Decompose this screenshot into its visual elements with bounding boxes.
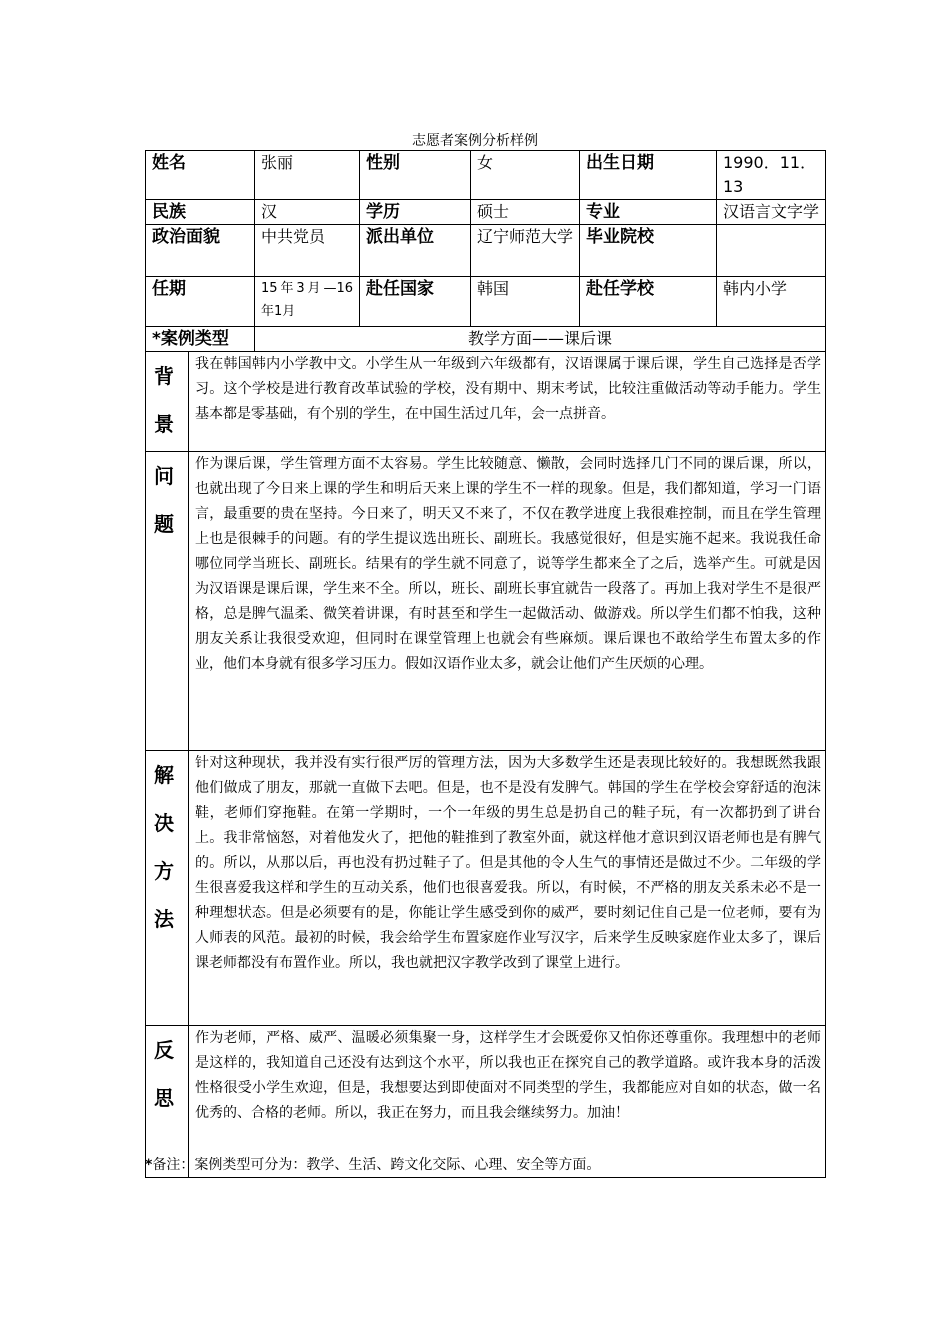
footnote-star: * <box>145 1157 153 1173</box>
education-label: 学历 <box>360 200 471 225</box>
school-value: 韩内小学 <box>717 277 826 327</box>
row-case-type <box>146 327 826 352</box>
gender-label: 性别 <box>360 151 471 200</box>
reflection-label: 反 思 <box>146 1026 189 1178</box>
solution-label: 解 决 方 法 <box>146 751 189 1026</box>
solution-text: 针对这种现状，我并没有实行很严厉的管理方法，因为大多数学生还是表现比较好的。我想既然我跟他们做成了朋友，那就一直做下去吧。但是，也不是没有发脾气。韩国的学生在学校会穿舒适的泡沫鞋，老师们穿拖鞋。在第一学期时，一个一年级的男生总是扔自己的鞋子玩，有一次都扔到了讲台上。我非常恼怒，对着他发火了，把他的鞋推到了教室外面，就这样他才意识到汉语老师也是有脾气的。所以，从那以后，再也没有扔过鞋子了。但是其他的令人生气的事情还是做过不少。二年级的学生很喜爱我这样和学生的互动关系，他们也很喜爱我。所以，有时候，不严格的朋友关系未必不是一种理想状态。但是必须要有的是，你能让学生感受到你的威严，要时刻记住自己是一位老师，要有为人师表的风范。最初的时候，我会给学生布置家庭作业写汉字，后来学生反映家庭作业太多了，课后课老师都没有布置作业。所以，我也就把汉字教学改到了课堂上进行。 <box>189 751 826 1026</box>
case-analysis-table <box>145 150 826 1178</box>
problem-label: 问 题 <box>146 452 189 751</box>
footnote <box>145 1154 600 1174</box>
row-name <box>146 151 826 200</box>
row-ethnicity <box>146 200 826 225</box>
school-label: 赴任学校 <box>580 277 717 327</box>
graduate-value <box>717 225 826 277</box>
education-value: 硕士 <box>471 200 580 225</box>
birth-label: 出生日期 <box>580 151 717 200</box>
political-value: 中共党员 <box>255 225 360 277</box>
graduate-label: 毕业院校 <box>580 225 717 277</box>
background-text: 我在韩国韩内小学教中文。小学生从一年级到六年级都有，汉语课属于课后课，学生自己选择是否学习。这个学校是进行教育改革试验的学校，没有期中、期末考试，比较注重做活动等动手能力。学生基本都是零基础，有个别的学生，在中国生活过几年，会一点拼音。 <box>189 352 826 452</box>
country-label: 赴任国家 <box>360 277 471 327</box>
ethnicity-value: 汉 <box>255 200 360 225</box>
political-label: 政治面貌 <box>146 225 255 277</box>
reflection-text: 作为老师，严格、威严、温暖必须集聚一身，这样学生才会既爱你又怕你还尊重你。我理想中的老师是这样的，我知道自己还没有达到这个水平，所以我也正在探究自己的教学道路。或许我本身的活泼性格很受小学生欢迎，但是，我想要达到即使面对不同类型的学生，我都能应对自如的状态，做一名优秀的、合格的老师。所以，我正在努力，而且我会继续努力。加油！ <box>189 1026 826 1178</box>
dispatch-label: 派出单位 <box>360 225 471 277</box>
page-title: 志愿者案例分析样例 <box>412 133 538 149</box>
row-problem <box>146 452 826 751</box>
dispatch-value: 辽宁师范大学 <box>471 225 580 277</box>
gender-value: 女 <box>471 151 580 200</box>
row-term <box>146 277 826 327</box>
country-value: 韩国 <box>471 277 580 327</box>
name-value: 张丽 <box>255 151 360 200</box>
problem-text: 作为课后课，学生管理方面不太容易。学生比较随意、懒散，会同时选择几门不同的课后课，所以，也就出现了今日来上课的学生和明后天来上课的学生不一样的现象。但是，我们都知道，学习一门语言，最重要的贵在坚持。今日来了，明天又不来了，不仅在教学进度上我很难控制，而且在学生管理上也是很棘手的问题。有的学生提议选出班长、副班长。我感觉很好，但是实施不起来。我说我任命哪位同学当班长、副班长。结果有的学生就不同意了，说等学生都来全了之后，选举产生。可就是因为汉语课是课后课，学生来不全。所以，班长、副班长事宜就告一段落了。再加上我对学生不是很严格，总是脾气温柔、微笑着讲课，有时甚至和学生一起做活动、做游戏。所以学生们都不怕我，这种朋友关系让我很受欢迎，但同时在课堂管理上也就会有些麻烦。课后课也不敢给学生布置太多的作业，他们本身就有很多学习压力。假如汉语作业太多，就会让他们产生厌烦的心理。 <box>189 452 826 751</box>
row-background <box>146 352 826 452</box>
ethnicity-label: 民族 <box>146 200 255 225</box>
case-type-label: *案例类型 <box>146 327 255 352</box>
row-solution <box>146 751 826 1026</box>
footnote-text: 备注：案例类型可分为：教学、生活、跨文化交际、心理、安全等方面。 <box>152 1157 601 1173</box>
case-type-value: 教学方面——课后课 <box>255 327 826 352</box>
major-label: 专业 <box>580 200 717 225</box>
major-value: 汉语言文字学 <box>717 200 826 225</box>
term-label: 任期 <box>146 277 255 327</box>
term-value: 15年3月—16年1月 <box>255 277 360 327</box>
row-political <box>146 225 826 277</box>
background-label: 背 景 <box>146 352 189 452</box>
name-label: 姓名 <box>146 151 255 200</box>
birth-value: 1990．11．13 <box>717 151 826 200</box>
